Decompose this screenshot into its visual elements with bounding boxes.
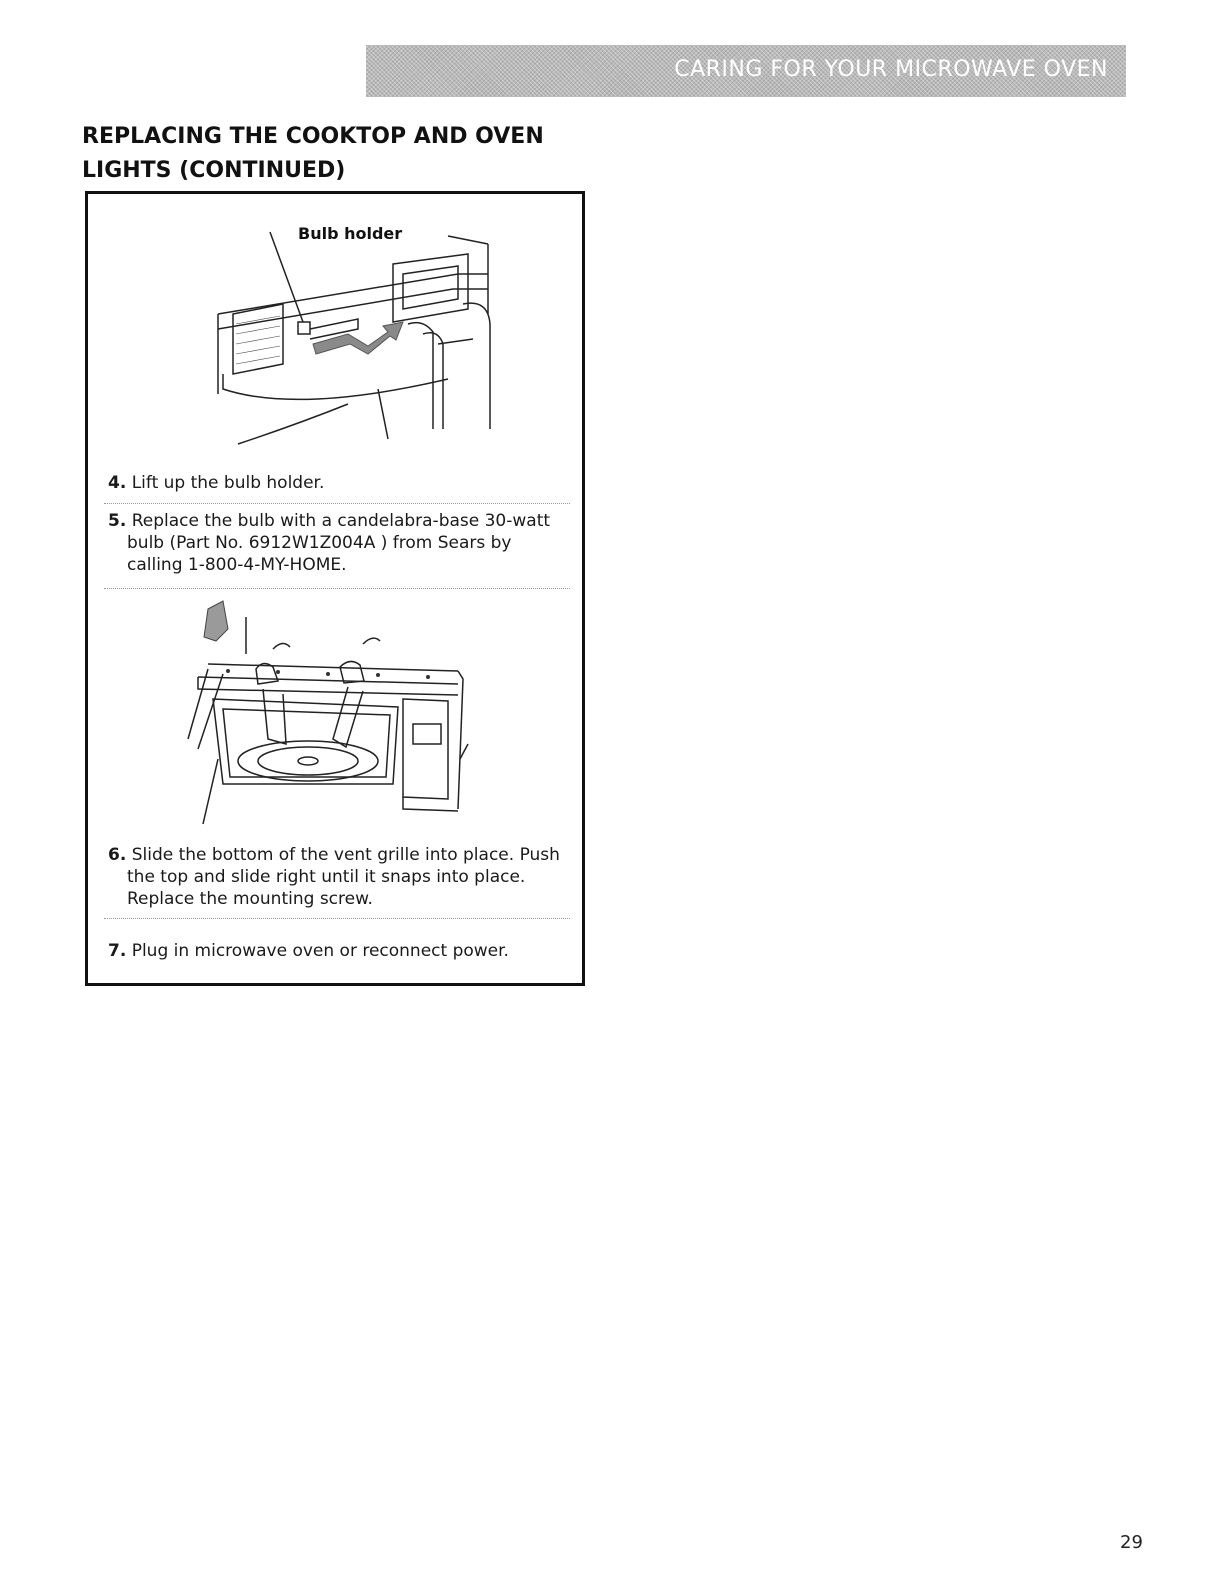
step-4-text: Lift up the bulb holder. — [131, 473, 325, 493]
step-6-number: 6. — [108, 845, 127, 865]
divider — [104, 588, 570, 589]
bulb-holder-callout: Bulb holder — [298, 224, 403, 243]
step-5-number: 5. — [108, 511, 127, 531]
step-6 — [108, 844, 568, 910]
header-title: CARING FOR YOUR MICROWAVE OVEN — [674, 57, 1108, 82]
page-number: 29 — [1120, 1532, 1143, 1553]
step-6-text: Slide the bottom of the vent grille into place. Push the top and slide right until it snaps into place. Replace the mounting screw. — [127, 845, 560, 909]
figure-bulb-holder — [198, 204, 498, 454]
section-title-line1: REPLACING THE COOKTOP AND OVEN — [82, 124, 544, 149]
step-5 — [108, 510, 568, 576]
section-title — [82, 120, 642, 188]
divider — [104, 503, 570, 504]
step-7-text: Plug in microwave oven or reconnect power. — [131, 941, 509, 961]
step-4 — [108, 472, 568, 494]
step-4-number: 4. — [108, 473, 127, 493]
vent-grille-installation-illustration — [168, 599, 488, 834]
divider — [104, 918, 570, 919]
figure-vent-grille — [168, 599, 488, 834]
section-title-line2: LIGHTS (CONTINUED) — [82, 158, 346, 183]
section-header-band — [366, 45, 1126, 97]
step-7 — [108, 940, 568, 962]
instruction-box — [85, 191, 585, 986]
step-5-text: Replace the bulb with a candelabra-base 30-watt bulb (Part No. 6912W1Z004A ) from Sears by calling 1-800-4-MY-HOME. — [127, 511, 551, 575]
step-7-number: 7. — [108, 941, 127, 961]
